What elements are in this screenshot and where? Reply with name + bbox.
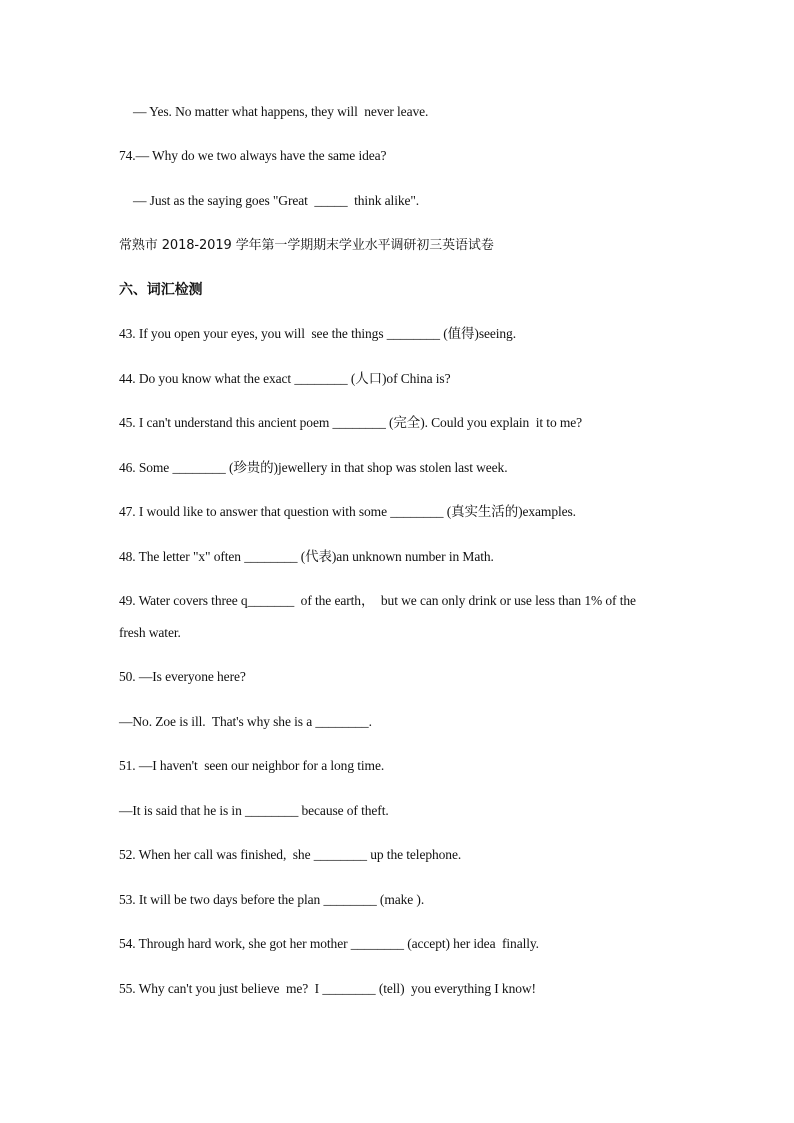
- question-51: 51. —I haven't seen our neighbor for a long time.: [119, 758, 385, 773]
- question-47: 47. I would like to answer that question with some ________ (真实生活的)examples.: [119, 504, 576, 519]
- question-50: 50. —Is everyone here?: [119, 669, 246, 684]
- dialogue-reply-74: — Just as the saying goes "Great _____ think alike".: [133, 193, 420, 208]
- dialogue-reply-73: — Yes. No matter what happens, they will never leave.: [133, 104, 429, 119]
- question-53: 53. It will be two days before the plan ________ (make ).: [119, 892, 425, 907]
- question-49-continuation: fresh water.: [119, 625, 181, 640]
- section-heading: 六、词汇检测: [119, 282, 203, 298]
- question-49: 49. Water covers three q_______ of the earth， but we can only drink or use less than 1% of the: [119, 593, 636, 608]
- question-55: 55. Why can't you just believe me? I ________ (tell) you everything I know!: [119, 981, 536, 996]
- exam-source-title: 常熟市 2018-2019 学年第一学期期末学业水平调研初三英语试卷: [119, 238, 494, 253]
- question-45: 45. I can't understand this ancient poem ________ (完全). Could you explain it to me?: [119, 415, 583, 430]
- question-74: 74.— Why do we two always have the same idea?: [119, 148, 387, 163]
- question-43: 43. If you open your eyes, you will see the things ________ (值得)seeing.: [119, 326, 516, 341]
- question-44: 44. Do you know what the exact ________ (人口)of China is?: [119, 371, 451, 386]
- question-46: 46. Some ________ (珍贵的)jewellery in that shop was stolen last week.: [119, 460, 508, 475]
- question-48: 48. The letter "x" often ________ (代表)an unknown number in Math.: [119, 549, 494, 564]
- question-51-reply: —It is said that he is in ________ because of theft.: [119, 803, 389, 818]
- question-50-reply: —No. Zoe is ill. That's why she is a ________.: [119, 714, 372, 729]
- question-52: 52. When her call was finished, she ________ up the telephone.: [119, 847, 462, 862]
- question-54: 54. Through hard work, she got her mother ________ (accept) her idea finally.: [119, 936, 539, 951]
